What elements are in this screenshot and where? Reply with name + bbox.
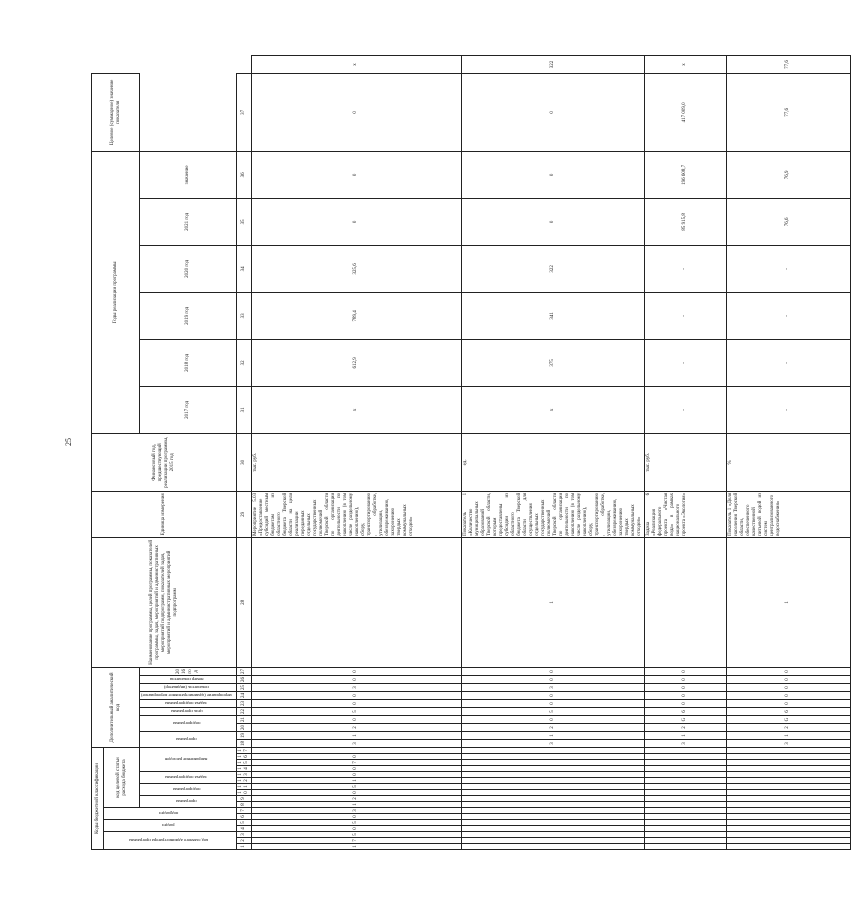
- header-years-group: Годы реализации программы: [92, 151, 140, 433]
- row-name: Задача 6 «Реализация федерального проекта «Чистая вода» в рамках национального проекта «Экология»: [644, 491, 726, 537]
- col-number: 14: [236, 766, 251, 772]
- code-cell: [461, 808, 644, 814]
- code-cell: 3: [461, 740, 644, 748]
- col-number: 30: [236, 433, 251, 491]
- col-number: 25: [236, 684, 251, 692]
- header-program: программа: [140, 796, 237, 808]
- header-target-group: Целевое (суммарное) значение показателя: [92, 73, 140, 151]
- header-year-2018: 2018 год: [140, 339, 237, 386]
- row-target-value: х: [251, 56, 461, 74]
- code-cell: [726, 778, 850, 784]
- col-number: 28: [236, 537, 251, 667]
- header-d-indicator-number: номер показателя: [140, 676, 237, 684]
- code-cell: 0: [251, 754, 461, 760]
- code-cell: 0: [251, 716, 461, 724]
- header-task: задача подпрограммы: [140, 772, 237, 784]
- code-cell: [644, 760, 726, 766]
- row-target-value: 322: [461, 56, 644, 74]
- col-number: 19: [236, 732, 251, 740]
- code-cell: 2: [251, 724, 461, 732]
- year-value: 196 608,7: [644, 151, 726, 198]
- code-cell: 0: [726, 692, 850, 700]
- code-cell: 5: [251, 784, 461, 790]
- year-value: 417 009,0: [644, 73, 726, 151]
- code-cell: [251, 748, 461, 754]
- col-number: 29: [236, 491, 251, 537]
- code-cell: [726, 796, 850, 802]
- header-d-program: программа: [140, 732, 237, 748]
- col-number: 7: [236, 808, 251, 814]
- year-value: 0: [251, 198, 461, 245]
- code-cell: 5: [251, 832, 461, 838]
- header-additional-group: Дополнительный аналитический код: [92, 667, 140, 747]
- code-cell: [461, 790, 644, 796]
- code-cell: [644, 844, 726, 850]
- code-cell: 0: [251, 814, 461, 820]
- code-cell: [461, 838, 644, 844]
- code-cell: 0: [726, 676, 850, 684]
- code-cell: 0: [251, 790, 461, 796]
- col-number: 27: [236, 667, 251, 675]
- code-cell: 0: [251, 766, 461, 772]
- table-row: [461, 56, 644, 850]
- row-name: Показатель 1 «Доля населения Тверской области, обеспеченного качественной питьевой водой из систем централизованного водоснабжения»: [726, 491, 850, 537]
- code-cell: [461, 814, 644, 820]
- col-number: 36: [236, 151, 251, 198]
- col-number: 23: [236, 700, 251, 708]
- table-row: [644, 56, 726, 850]
- code-cell: [644, 838, 726, 844]
- header-fin-year: Финансовый год, предшествующий реализации программы, 2015 год: [92, 433, 237, 491]
- code-cell: 0: [251, 676, 461, 684]
- year-value: 341: [461, 292, 644, 339]
- year-value: -: [644, 339, 726, 386]
- code-cell: [644, 808, 726, 814]
- code-cell: [461, 820, 644, 826]
- code-cell: 6: [726, 708, 850, 716]
- col-number: 15: [236, 760, 251, 766]
- code-cell: [726, 844, 850, 850]
- code-cell: [644, 754, 726, 760]
- code-cell: 3: [644, 740, 726, 748]
- code-cell: [644, 802, 726, 808]
- code-cell: 1: [461, 732, 644, 740]
- header-year-2016: 2016 год: [140, 667, 237, 675]
- code-cell: 1: [251, 778, 461, 784]
- code-cell: [726, 754, 850, 760]
- col-number: 26: [236, 676, 251, 684]
- year-value: 0: [251, 73, 461, 151]
- code-cell: [644, 796, 726, 802]
- row-unit: %: [726, 433, 850, 491]
- code-cell: [726, 748, 850, 754]
- code-cell: 3: [461, 684, 644, 692]
- row-base-year: х: [461, 386, 644, 433]
- year-value: 0: [461, 73, 644, 151]
- code-cell: [726, 802, 850, 808]
- code-cell: 0: [726, 684, 850, 692]
- header-unit: Единица измерения: [92, 491, 237, 537]
- code-cell: G: [644, 716, 726, 724]
- code-cell: 0: [644, 676, 726, 684]
- year-value: -: [726, 339, 850, 386]
- code-cell: 2: [644, 724, 726, 732]
- table-header: [92, 56, 252, 850]
- code-cell: [644, 820, 726, 826]
- code-cell: 6: [644, 708, 726, 716]
- code-cell: [644, 772, 726, 778]
- code-cell: [461, 760, 644, 766]
- code-cell: [644, 826, 726, 832]
- code-cell: 1: [644, 732, 726, 740]
- year-value: 0: [461, 198, 644, 245]
- code-cell: 3: [251, 684, 461, 692]
- code-cell: 1: [251, 844, 461, 850]
- col-number: 32: [236, 339, 251, 386]
- row-target-value: 77,6: [726, 56, 850, 74]
- code-cell: 0: [644, 692, 726, 700]
- table-body: [251, 56, 850, 850]
- code-cell: [461, 832, 644, 838]
- col-number: 31: [236, 386, 251, 433]
- code-cell: [726, 838, 850, 844]
- code-cell: [461, 784, 644, 790]
- header-ministry-code: код главного администратора программы: [104, 832, 237, 850]
- code-cell: [251, 537, 461, 667]
- code-cell: [726, 808, 850, 814]
- code-cell: [461, 796, 644, 802]
- row-target-value: х: [644, 56, 726, 74]
- header-section: раздел: [104, 820, 237, 832]
- code-cell: 3: [726, 740, 850, 748]
- program-table: [91, 55, 851, 850]
- code-cell: 1: [251, 802, 461, 808]
- code-cell: [461, 778, 644, 784]
- row-name: Мероприятие 5.03 «Предоставление субсидий местным бюджетам из областного бюджета Тверской области на цели реализации переданных отдельных государственных полномочий Тверской области по организации деятельности по накоплению (в том числе раздельному накоплению), сбору, транспортированию, обработке, утилизации, обезвреживанию, захоронению твердых коммунальных отходов»: [251, 491, 461, 537]
- year-value: 322: [461, 245, 644, 292]
- code-cell: [726, 760, 850, 766]
- header-subsection: подраздел: [104, 808, 237, 820]
- header-d-task: цель программы: [140, 708, 237, 716]
- header-year-2020: 2020 год: [140, 245, 237, 292]
- row-unit: ед.: [461, 433, 644, 491]
- code-cell: [644, 766, 726, 772]
- header-subprogram: подпрограмма: [140, 784, 237, 796]
- year-value: 612,9: [251, 339, 461, 386]
- code-cell: 0: [726, 667, 850, 675]
- col-number: 37: [236, 73, 251, 151]
- col-number: 35: [236, 198, 251, 245]
- code-cell: [644, 784, 726, 790]
- header-d-subprogram: подпрограмма: [140, 716, 237, 732]
- code-cell: 0: [251, 700, 461, 708]
- col-number: 24: [236, 692, 251, 700]
- page-number: 25: [64, 438, 73, 446]
- year-value: 85 915,8: [644, 198, 726, 245]
- code-cell: [726, 790, 850, 796]
- code-cell: 5: [461, 708, 644, 716]
- code-cell: [726, 814, 850, 820]
- code-cell: 0: [726, 700, 850, 708]
- col-number: 8: [236, 802, 251, 808]
- year-value: 0: [251, 151, 461, 198]
- code-cell: [461, 748, 644, 754]
- header-expense-group: код целевой статьи расхода бюджета: [104, 748, 140, 808]
- code-cell: [461, 766, 644, 772]
- col-number: 5: [236, 820, 251, 826]
- row-base-year: х: [251, 386, 461, 433]
- header-target-value: значение: [140, 151, 237, 198]
- code-cell: [726, 832, 850, 838]
- row-unit: тыс. руб.: [644, 433, 726, 491]
- code-cell: 0: [251, 826, 461, 832]
- col-number: 13: [236, 772, 251, 778]
- year-value: -: [644, 292, 726, 339]
- code-cell: 0: [461, 692, 644, 700]
- header-year-2017: 2017 год: [140, 386, 237, 433]
- col-number: 16: [236, 754, 251, 760]
- code-cell: [461, 844, 644, 850]
- col-number: 22: [236, 708, 251, 716]
- code-cell: 3: [251, 808, 461, 814]
- year-value: -: [726, 292, 850, 339]
- code-cell: G: [726, 716, 850, 724]
- header-year-2019: 2019 год: [140, 292, 237, 339]
- year-value: -: [726, 245, 850, 292]
- table-row: [726, 56, 850, 850]
- code-cell: [644, 832, 726, 838]
- year-value: 789,4: [251, 292, 461, 339]
- table-row: [251, 56, 461, 850]
- code-cell: 3: [251, 740, 461, 748]
- year-value: 0: [461, 151, 644, 198]
- code-cell: 0: [251, 667, 461, 675]
- code-cell: [726, 826, 850, 832]
- col-number: 11: [236, 784, 251, 790]
- code-cell: 0: [461, 700, 644, 708]
- year-value: 77,6: [726, 73, 850, 151]
- code-cell: 2: [461, 724, 644, 732]
- code-cell: 1: [251, 732, 461, 740]
- code-cell: 1: [726, 732, 850, 740]
- code-cell: 1: [726, 537, 850, 667]
- row-base-year: -: [726, 386, 850, 433]
- col-number: 1: [236, 844, 251, 850]
- row-name: Показатель 1 «Количество муниципальных образований Тверской области, которым предоставлены субсидии из областного бюджета Тверской области для осуществления отдельных государственных полномочий Тверской области по организации деятельности по накоплению (в том числе раздельному накоплению), сбору, транспортированию, обработке, утилизации, обезвреживанию, захоронению твердых коммунальных отходов»: [461, 491, 644, 537]
- header-codes-group: Коды бюджетной классификации: [92, 748, 104, 850]
- code-cell: 0: [461, 667, 644, 675]
- code-cell: 7: [251, 760, 461, 766]
- col-number: 3: [236, 832, 251, 838]
- code-cell: 0: [644, 700, 726, 708]
- year-value: 76,9: [726, 151, 850, 198]
- code-cell: [726, 766, 850, 772]
- code-cell: 0: [461, 716, 644, 724]
- code-cell: 0: [644, 684, 726, 692]
- header-d-activity-kind: мероприятие (административное мероприятие): [140, 692, 237, 700]
- code-cell: 5: [251, 708, 461, 716]
- code-cell: 0: [251, 692, 461, 700]
- code-cell: 1: [461, 537, 644, 667]
- code-cell: 0: [251, 772, 461, 778]
- year-value: 375: [461, 339, 644, 386]
- year-value: 325,6: [251, 245, 461, 292]
- year-value: -: [644, 245, 726, 292]
- header-target-direction: направление расходов: [140, 748, 237, 772]
- col-number: 18: [236, 740, 251, 748]
- col-number: 4: [236, 826, 251, 832]
- header-d-activity: задача подпрограммы: [140, 700, 237, 708]
- code-cell: 2: [726, 724, 850, 732]
- header-year-2021: 2021 год: [140, 198, 237, 245]
- col-number: 6: [236, 814, 251, 820]
- code-cell: 0: [461, 676, 644, 684]
- code-cell: [644, 814, 726, 820]
- code-cell: 5: [251, 820, 461, 826]
- code-cell: [461, 754, 644, 760]
- code-cell: 7: [251, 838, 461, 844]
- code-cell: [726, 772, 850, 778]
- code-cell: 0: [644, 667, 726, 675]
- code-cell: [461, 772, 644, 778]
- code-cell: [461, 826, 644, 832]
- col-number: 2: [236, 838, 251, 844]
- code-cell: [461, 802, 644, 808]
- col-number: 34: [236, 245, 251, 292]
- year-value: 76,6: [726, 198, 850, 245]
- code-cell: [726, 784, 850, 790]
- col-number: 33: [236, 292, 251, 339]
- col-number: 20: [236, 724, 251, 732]
- code-cell: 2: [251, 796, 461, 802]
- column-numbers-row: [236, 56, 251, 850]
- row-base-year: -: [644, 386, 726, 433]
- col-number: 12: [236, 778, 251, 784]
- header-d-indicator-kind: показатель (индикатор): [140, 684, 237, 692]
- code-cell: [726, 820, 850, 826]
- header-name: Наименование программы, целей программы, показателей программы, задач, мероприятий и административных мероприятий подпрограмм, показателей задач, мероприятий и административных мероприятий подпрограмм: [92, 537, 237, 667]
- col-number: 9: [236, 796, 251, 802]
- code-cell: [644, 778, 726, 784]
- code-cell: [644, 748, 726, 754]
- col-number: 10: [236, 790, 251, 796]
- col-number: 21: [236, 716, 251, 724]
- code-cell: [644, 537, 726, 667]
- row-unit: тыс. руб.: [251, 433, 461, 491]
- code-cell: [644, 790, 726, 796]
- col-number: 17: [236, 748, 251, 754]
